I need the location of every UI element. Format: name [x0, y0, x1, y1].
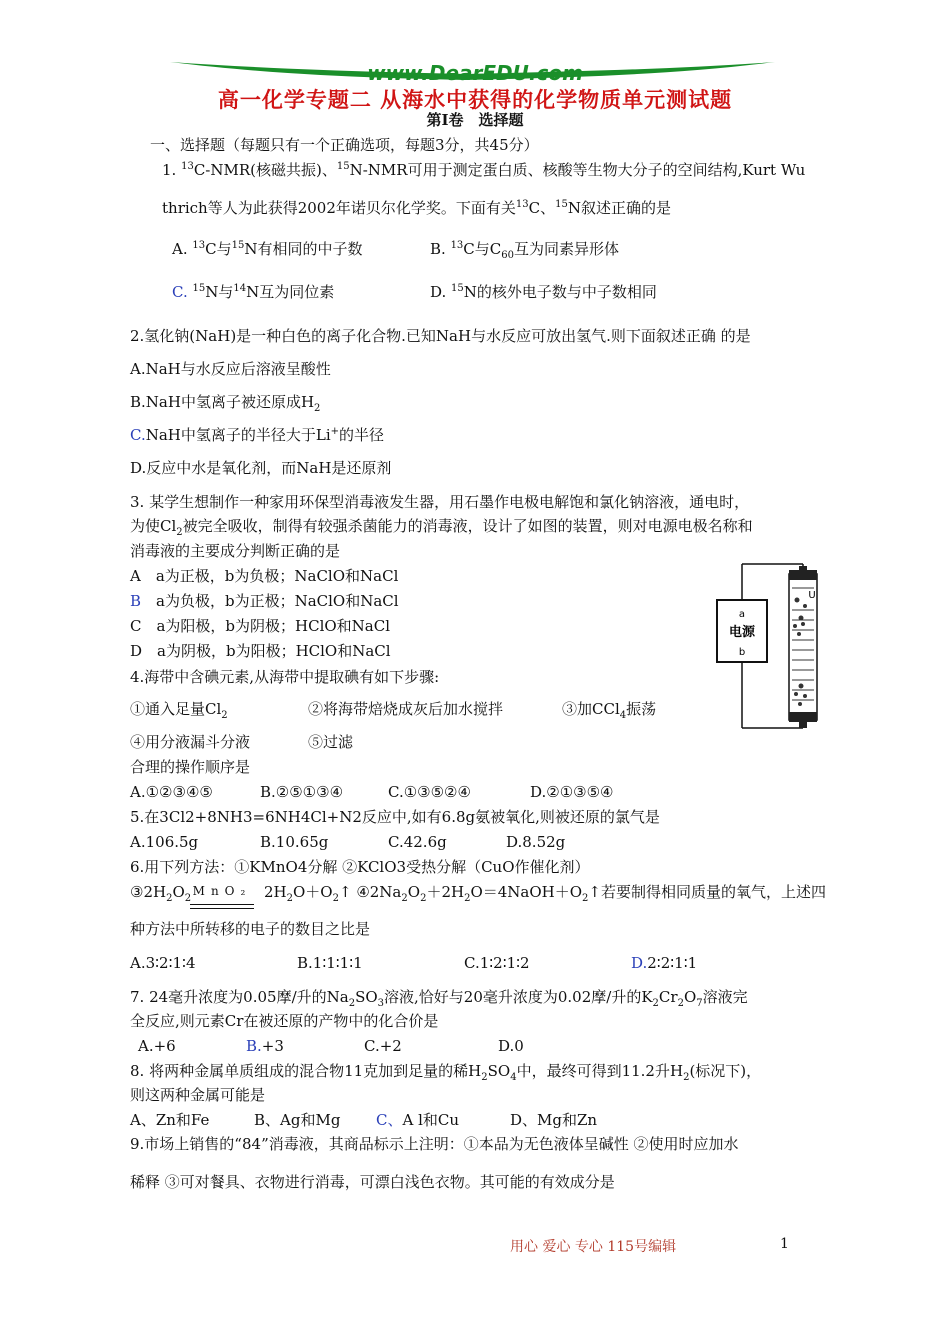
q6-stem-line1: 6.用下列方法：①KMnO4分解 ②KClO3受热分解（CuO作催化剂） — [130, 858, 590, 876]
q4-step-1: ①通入足量$Cl_2$ — [130, 700, 228, 721]
q5-option-a[interactable]: A.106.5g — [130, 833, 199, 851]
q4-option-c[interactable]: C.①③⑤②④ — [388, 783, 471, 801]
catalyst-over-arrow — [190, 884, 254, 914]
q1-stem-line2: thrich等人为此获得2002年诺贝尔化学奖。下面有关$^{13}$C、$^{15}$N叙述正确的是 — [162, 199, 671, 217]
q7-stem-line2: 全反应,则元素Cr在被还原的产物中的化合价是 — [130, 1012, 439, 1030]
q4-step-2: ②将海带焙烧成灰后加水搅拌 — [308, 700, 504, 718]
section-title: 第Ⅰ卷 选择题 — [426, 111, 524, 129]
q2-option-c[interactable]: C.NaH中氢离子的半径大于Li+的半径 — [130, 426, 385, 444]
q6-equation-3-left: $③2H_2O_2$ — [130, 883, 192, 904]
q3-stem-line1: 3. 某学生想制作一种家用环保型消毒液发生器，用石墨作电极电解饱和氯化钠溶液，通电时， — [130, 493, 750, 511]
q7-option-c[interactable]: C.+2 — [364, 1037, 402, 1055]
q4-option-d[interactable]: D.②①③⑤④ — [530, 783, 614, 801]
q4-option-b[interactable]: B.②⑤①③④ — [260, 783, 344, 801]
q8-stem-line2: 则这两种金属可能是 — [130, 1086, 266, 1104]
q1-option-a[interactable]: A. $^{13}$C与$^{15}$N有相同的中子数 — [172, 240, 363, 258]
q4-prompt: 合理的操作顺序是 — [130, 758, 251, 776]
q8-option-d[interactable]: D、Mg和Zn — [510, 1111, 598, 1129]
q7-option-b[interactable]: B.+3 — [246, 1037, 284, 1055]
q7-option-a[interactable]: A.+6 — [138, 1037, 176, 1055]
q1-option-c[interactable]: C. $^{15}$N与$^{14}$N互为同位素 — [172, 283, 335, 301]
q7-stem-line1: 7. 24毫升浓度为0.05摩/升的$Na_2SO_3$溶液,恰好与20毫升浓度为0.02摩/升的$K_2Cr_2O_7$溶液完 — [130, 988, 748, 1009]
catalyst-label: MnO₂ — [192, 884, 252, 898]
q5-option-c[interactable]: C.42.6g — [388, 833, 447, 851]
instructions: 一、选择题（每题只有一个正确选项，每题3分，共45分） — [150, 136, 539, 154]
site-banner[interactable]: www.DearEDU.com — [367, 61, 583, 85]
q6-stem-line3: 种方法中所转移的电子的数目之比是 — [130, 920, 371, 938]
q5-stem: 5.在3Cl2+8NH3=6NH4Cl+N2反应中,如有6.8g氨被氧化,则被还原的氯气是 — [130, 808, 660, 826]
q6-option-a[interactable]: A.3∶2∶1∶4 — [130, 954, 196, 972]
q8-option-c[interactable]: C、A l和Cu — [376, 1111, 460, 1129]
q3-stem-line2: 为使$Cl_2$被完全吸收，制得有较强杀菌能力的消毒液，设计了如图的装置，则对电源电极名称和 — [130, 517, 753, 538]
page-title: 高一化学专题二 从海水中获得的化学物质单元测试题 — [217, 88, 733, 112]
q5-option-b[interactable]: B.10.65g — [260, 833, 329, 851]
q2-option-a[interactable]: A.NaH与水反应后溶液呈酸性 — [130, 360, 331, 378]
fig-label-b: b — [738, 647, 746, 658]
q4-stem: 4.海带中含碘元素,从海带中提取碘有如下步骤: — [130, 668, 440, 686]
q1-stem-line1: 1. $^{13}$C-NMR(核磁共振)、$^{15}$N-NMR可用于测定蛋白质、核酸等生物大分子的空间结构,Kurt Wu — [162, 161, 806, 179]
q9-stem-line2: 稀释 ③可对餐具、衣物进行消毒，可漂白浅色衣物。其可能的有效成分是 — [130, 1173, 615, 1191]
q4-step-4: ④用分液漏斗分液 — [130, 733, 251, 751]
q6-equation-rest: $2H_2O+O_2↑$ $④2Na_2O_2+2H_2O=4NaOH+O_2↑$若要制得相同质量的氧气，上述四 — [264, 883, 826, 904]
page-number: 1 — [780, 1236, 789, 1252]
electrolysis-apparatus-figure — [715, 560, 823, 732]
q4-option-a[interactable]: A.①②③④⑤ — [130, 783, 213, 801]
q7-option-d[interactable]: D.0 — [498, 1037, 524, 1055]
q8-option-a[interactable]: A、Zn和Fe — [130, 1111, 210, 1129]
q8-stem-line1: 8. 将两种金属单质组成的混合物11克加到足量的稀$H_2SO_4$中，最终可得到11.2升$H_2$(标况下)， — [130, 1062, 762, 1083]
q3-option-d[interactable]: D a为阴极，b为阳极；HClO和NaCl — [130, 642, 391, 660]
q6-option-d[interactable]: D.2∶2∶1∶1 — [631, 954, 698, 972]
q6-option-c[interactable]: C.1∶2∶1∶2 — [464, 954, 530, 972]
fig-label-power: 电源 — [728, 625, 756, 640]
q1-option-b[interactable]: B. $^{13}$C与$C_{60}$互为同素异形体 — [430, 240, 620, 261]
q9-stem-line1: 9.市场上销售的“84”消毒液，其商品标示上注明：①本品为无色液体呈碱性 ②使用时应加水 — [130, 1135, 739, 1153]
q2-option-d[interactable]: D.反应中水是氧化剂，而NaH是还原剂 — [130, 459, 392, 477]
q3-stem-line3: 消毒液的主要成分判断正确的是 — [130, 542, 341, 560]
fig-label-u: U — [808, 590, 816, 601]
q3-option-b[interactable]: B a为负极，b为正极；NaClO和NaCl — [130, 592, 399, 610]
q2-option-b[interactable]: B.NaH中氢离子被还原成$H_2$ — [130, 393, 321, 414]
q8-option-b[interactable]: B、Ag和Mg — [254, 1111, 341, 1129]
q5-option-d[interactable]: D.8.52g — [506, 833, 566, 851]
q2-stem: 2.氢化钠(NaH)是一种白色的离子化合物.已知NaH与水反应可放出氢气.则下面叙述正确 的是 — [130, 327, 751, 345]
footer-credit: 用心 爱心 专心 115号编辑 — [510, 1239, 677, 1255]
q6-option-b[interactable]: B.1∶1∶1∶1 — [297, 954, 363, 972]
fig-label-a: a — [738, 609, 746, 620]
q4-step-5: ⑤过滤 — [308, 733, 354, 751]
q4-step-3: ③加CCl$_4$振荡 — [562, 700, 657, 721]
q1-option-d[interactable]: D. $^{15}$N的核外电子数与中子数相同 — [430, 283, 657, 301]
q3-option-c[interactable]: C a为阳极，b为阴极；HClO和NaCl — [130, 617, 391, 635]
q3-option-a[interactable]: A a为正极，b为负极；NaClO和NaCl — [130, 567, 399, 585]
